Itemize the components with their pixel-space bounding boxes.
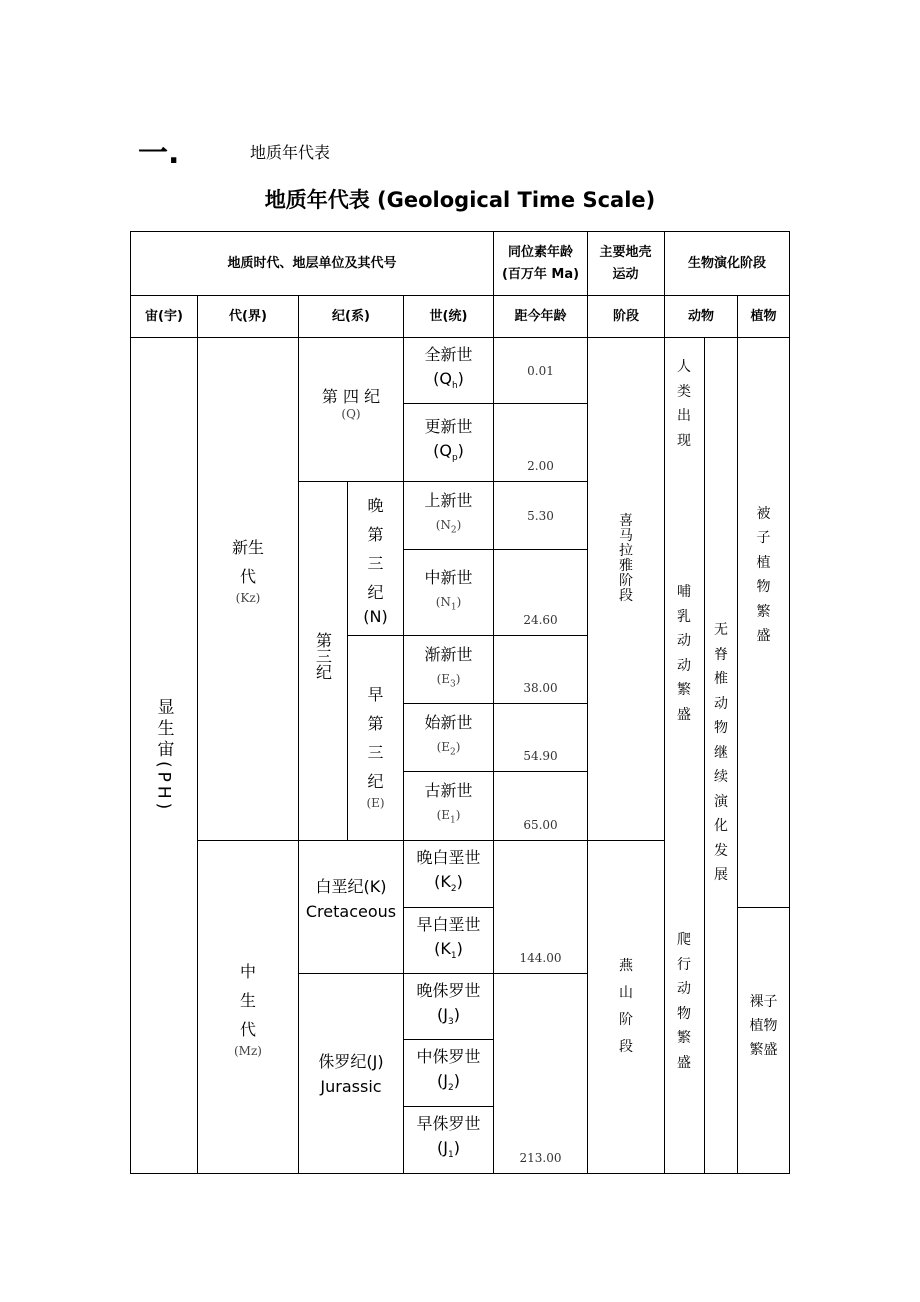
- header-epoch: 世(统): [403, 295, 494, 338]
- header-crust: [587, 231, 665, 296]
- section-number: 一.: [138, 136, 180, 171]
- epoch-cell: [403, 549, 494, 636]
- header-iso-age: [493, 231, 588, 296]
- epoch-symbol: $(K_2)$: [434, 872, 463, 895]
- period-paleogene: [347, 635, 404, 841]
- animal-invertebrates: 无脊椎动物继续演化发展: [714, 622, 728, 883]
- stage-label: 燕山阶段: [619, 958, 633, 1055]
- period-neogene: [347, 481, 404, 636]
- period-name: 第 四 纪: [321, 387, 381, 406]
- header-iso-age-line1: 同位素年龄: [507, 244, 573, 260]
- epoch-symbol: $(J_3)$: [437, 1004, 460, 1028]
- epoch-symbol: $(J_2)$: [437, 1071, 460, 1094]
- epoch-cell: [403, 337, 494, 404]
- header-plant: 植物: [737, 295, 790, 338]
- age-cell: 213.00: [493, 973, 588, 1174]
- header-main: 地质时代、地层单位及其代号: [130, 231, 494, 296]
- period-english: Jurassic: [320, 1076, 382, 1096]
- stage-yanshan: [587, 840, 665, 1174]
- epoch-symbol: $(K_1)$: [434, 938, 463, 962]
- period-code: (Q): [341, 407, 361, 421]
- age-cell: 65.00: [493, 771, 588, 841]
- epoch-cell: [403, 403, 494, 482]
- age-cell: 5.30: [493, 481, 588, 550]
- header-bio: 生物演化阶段: [664, 231, 790, 296]
- epoch-name: 早白垩世: [416, 914, 481, 934]
- period-tertiary: [298, 481, 348, 841]
- epoch-cell: [403, 1039, 494, 1107]
- epoch-symbol: $(N_2)$: [435, 517, 462, 536]
- epoch-cell: [403, 771, 494, 841]
- plant-angiosperm: [737, 337, 790, 908]
- period-quaternary: [298, 337, 404, 482]
- epoch-cell: [403, 973, 494, 1040]
- stage-himalayan: [587, 337, 665, 841]
- animal-reptiles: 爬行动物繁盛: [677, 932, 691, 1071]
- header-era: 代(界): [197, 295, 299, 338]
- age-cell: 24.60: [493, 549, 588, 636]
- header-age: 距今年龄: [493, 295, 588, 338]
- period-name: 晚第三纪: [367, 496, 384, 602]
- epoch-cell: [403, 840, 494, 908]
- epoch-name: 全新世: [424, 344, 473, 364]
- epoch-symbol: $(N_1)$: [435, 594, 462, 613]
- header-crust-line1: 主要地壳: [599, 244, 652, 260]
- epoch-name: 晚白垩世: [416, 848, 481, 868]
- epoch-cell: [403, 635, 494, 704]
- epoch-cell: [403, 1106, 494, 1174]
- epoch-symbol: $(Q_p)$: [433, 440, 464, 464]
- epoch-name: 始新世: [424, 712, 473, 732]
- plant-label: 被子植物繁盛: [756, 505, 771, 644]
- header-stage: 阶段: [587, 295, 665, 338]
- epoch-cell: [403, 907, 494, 974]
- epoch-cell: [403, 481, 494, 550]
- epoch-symbol: $(J_1)$: [437, 1138, 460, 1161]
- period-code: (E): [366, 796, 385, 810]
- epoch-name: 渐新世: [424, 644, 473, 664]
- era-cenozoic: [197, 337, 299, 841]
- epoch-name: 早侏罗世: [416, 1114, 481, 1134]
- header-crust-line2: 运动: [612, 266, 639, 282]
- epoch-name: 更新世: [424, 416, 473, 436]
- period-cretaceous: [298, 840, 404, 974]
- epoch-name: 中侏罗世: [416, 1047, 481, 1067]
- eon-cell: [130, 337, 198, 1174]
- epoch-name: 上新世: [424, 490, 473, 510]
- age-cell: 54.90: [493, 703, 588, 772]
- period-name: 侏罗纪(J): [318, 1051, 384, 1071]
- plant-label: 裸子植物繁盛: [749, 993, 778, 1058]
- era-name: 中生代: [239, 961, 256, 1039]
- epoch-name: 古新世: [424, 781, 473, 801]
- header-period: 纪(系): [298, 295, 404, 338]
- epoch-symbol: $(E_3)$: [436, 671, 461, 690]
- era-mesozoic: [197, 840, 299, 1174]
- period-name: 第三纪: [313, 632, 333, 680]
- period-code: (N): [363, 607, 388, 626]
- epoch-symbol: $(Q_h)$: [433, 368, 464, 392]
- header-eon: 宙(宇): [130, 295, 198, 338]
- period-jurassic: [298, 973, 404, 1174]
- header-iso-age-line2: (百万年 Ma): [501, 266, 580, 282]
- section-heading: 地质年代表: [250, 143, 331, 162]
- era-code: (Kz): [235, 591, 261, 605]
- epoch-symbol: $(E_1)$: [436, 808, 461, 826]
- animal-humans: 人类出现: [677, 359, 691, 449]
- table-title: 地质年代表 (Geological Time Scale): [264, 188, 656, 212]
- age-cell: 144.00: [493, 840, 588, 974]
- era-code: (Mz): [234, 1043, 262, 1058]
- age-cell: 38.00: [493, 635, 588, 704]
- animal-mammals: 哺乳动动繁盛: [677, 584, 691, 723]
- era-name: 新生代: [231, 538, 264, 586]
- stage-label: 喜马拉雅阶段: [619, 513, 633, 604]
- epoch-symbol: $(E_2)$: [436, 739, 461, 758]
- period-name: 早第三纪: [367, 685, 384, 791]
- plant-gymnosperm: [737, 907, 790, 1174]
- epoch-name: 中新世: [424, 567, 473, 587]
- epoch-cell: [403, 703, 494, 772]
- period-english: Cretaceous: [305, 902, 397, 921]
- eon-label: 显生宙(PH): [153, 697, 174, 814]
- header-animal: 动物: [664, 295, 738, 338]
- age-cell: 2.00: [493, 403, 588, 482]
- period-name: 白垩纪(K): [315, 877, 387, 896]
- epoch-name: 晚侏罗世: [416, 980, 481, 1000]
- age-cell: 0.01: [493, 337, 588, 404]
